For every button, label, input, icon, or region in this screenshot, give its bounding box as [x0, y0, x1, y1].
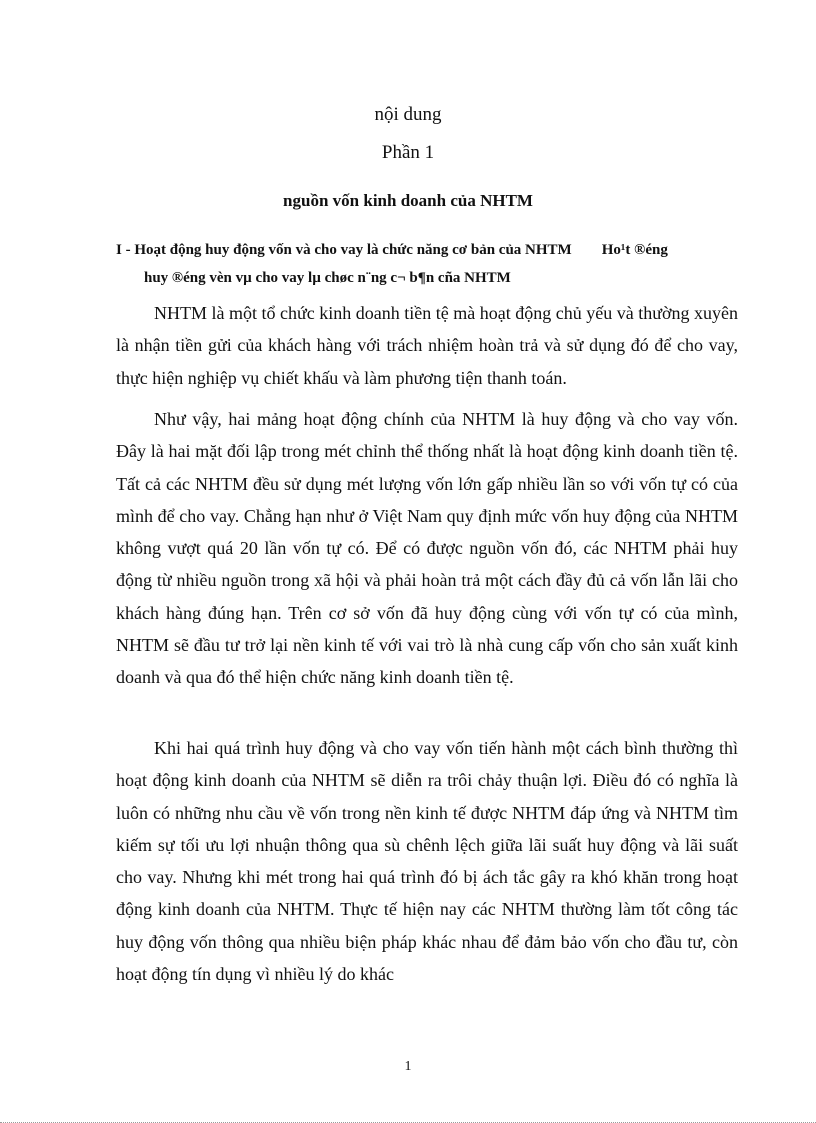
body-paragraph: Như vậy, hai mảng hoạt động chính của NHTM là huy động và cho vay vốn. Đây là hai mặt đối lập trong mét chỉnh thể thống nhất là hoạt động kinh doanh tiền tệ. Tất cả các NHTM đều sử dụng mét lượng vốn lớn gấp nhiều lần so với vốn tự có của mình để cho vay. Chẳng hạn như ở Việt Nam quy định mức vốn huy động của NHTM không vượt quá 20 lần vốn tự có. Để có được nguồn vốn đó, các NHTM phải huy động từ nhiều nguồn trong xã hội và phải hoàn trả một cách đầy đủ cả vốn lẫn lãi cho khách hàng đúng hạn. Trên cơ sở vốn đã huy động cùng với vốn tự có của mình, NHTM sẽ đầu tư trở lại nền kinh tế với vai trò là nhà cung cấp vốn cho sản xuất kinh doanh và qua đó thể hiện chức năng kinh doanh tiền tệ. — [116, 409, 738, 688]
document-title: nội dung — [374, 104, 442, 125]
section-heading-line1: I - Hoạt động huy động vốn và cho vay là chức năng cơ bản của NHTM — [116, 242, 572, 258]
page-number: 1 — [404, 1059, 412, 1074]
section-heading-line2: huy ®éng vèn vµ cho vay lµ chøc n¨ng c¬ b¶n cña NHTM — [144, 270, 511, 286]
section-heading-garbled: Ho¹t ®éng — [601, 242, 668, 258]
body-paragraph: Khi hai quá trình huy động và cho vay vốn tiến hành một cách bình thường thì hoạt động kinh doanh của NHTM sẽ diễn ra trôi chảy thuận lợi. Điều đó có nghĩa là luôn có những nhu cầu về vốn trong nền kinh tế được NHTM đáp ứng và NHTM tìm kiếm sự tối ưu lợi nhuận thông qua sù chênh lệch giữa lãi suất huy động và lãi suất cho vay. Nhưng khi mét trong hai quá trình đó bị ách tắc gây ra khó khăn trong hoạt động kinh doanh của NHTM. Thực tế hiện nay các NHTM thường làm tốt công tác huy động vốn thông qua nhiều biện pháp khác nhau để đảm bảo vốn cho đầu tư, còn hoạt động tín dụng vì nhiều lý do khác — [116, 738, 738, 985]
section-heading — [116, 236, 744, 292]
part-heading: Phần 1 — [381, 142, 435, 163]
body-paragraph: NHTM là một tổ chức kinh doanh tiền tệ mà hoạt động chủ yếu và thường xuyên là nhận tiền gửi của khách hàng với trách nhiệm hoàn trả và sử dụng đó để cho vay, thực hiện nghiệp vụ chiết khấu và làm phương tiện thanh toán. — [116, 303, 738, 388]
chapter-heading: nguồn vốn kinh doanh của NHTM — [283, 191, 533, 210]
